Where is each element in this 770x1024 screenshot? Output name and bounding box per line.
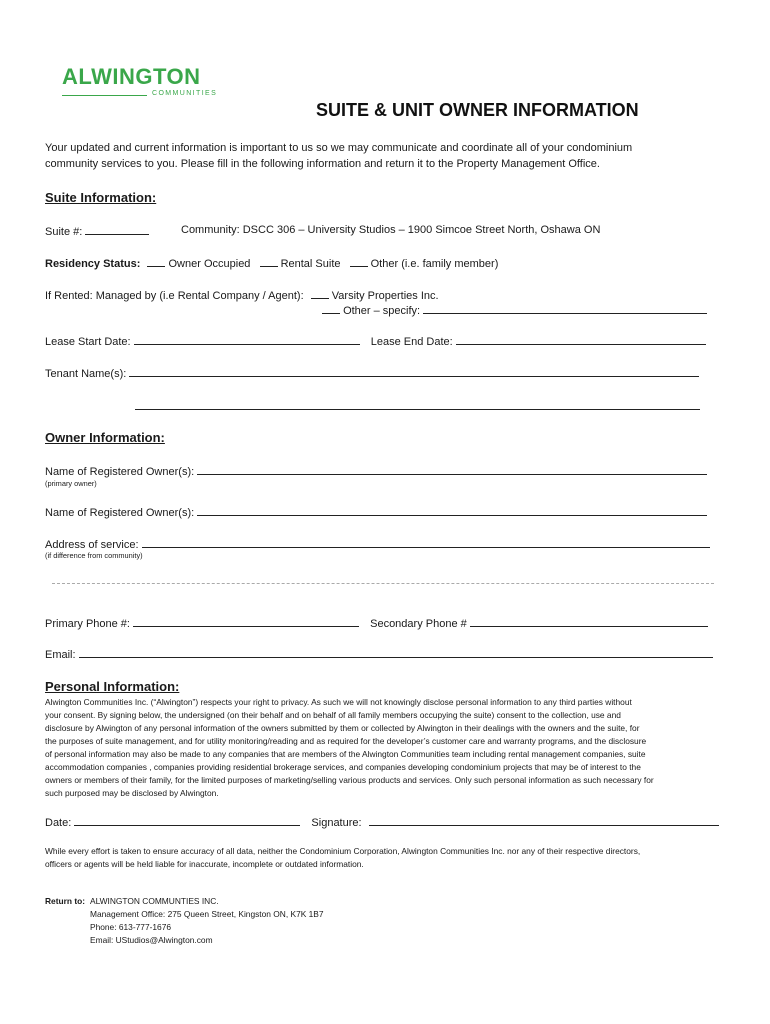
rental-suite-checkbox[interactable] [260, 256, 278, 267]
owner1-note: (primary owner) [45, 479, 97, 488]
logo-rule [62, 95, 147, 96]
date-field[interactable] [74, 815, 300, 826]
separator-line [52, 583, 714, 584]
privacy-line-4: the purposes of suite management, and for utility monitoring/reading and as required for the developer’s customer care and warranty programs, and the disclosure [45, 736, 647, 746]
managed-by-row [45, 288, 439, 302]
privacy-line-1: Alwington Communities Inc. (“Alwington”) respects your right to privacy. As such we will not knowingly disclose personal information to any third parties without [45, 697, 632, 707]
owner1-field[interactable] [197, 464, 707, 475]
owner-occupied-checkbox[interactable] [147, 256, 165, 267]
lease-start-label: Lease Start Date: [45, 336, 131, 348]
managed-by-label: If Rented: Managed by (i.e Rental Company / Agent): [45, 290, 304, 302]
managed-other-row [322, 303, 707, 317]
rental-suite-option: Rental Suite [280, 258, 341, 270]
secondary-phone-label: Secondary Phone # [370, 618, 467, 630]
address-label: Address of service: [45, 539, 139, 551]
owner-section-heading: Owner Information: [45, 430, 165, 445]
company-logo-wordmark: ALWINGTON [62, 64, 201, 89]
disclaimer-line-1: While every effort is taken to ensure accuracy of all data, neither the Condominium Corporation, Alwington Communities Inc. nor any of their respective directors, [45, 846, 641, 856]
return-to-email: Email: UStudios@Alwington.com [90, 935, 213, 945]
suite-number-field[interactable] [85, 224, 149, 235]
date-signature-row [45, 815, 719, 829]
varsity-checkbox[interactable] [311, 288, 329, 299]
managed-other-label: Other – specify: [343, 305, 421, 317]
tenant-names-label: Tenant Name(s): [45, 368, 127, 380]
email-field[interactable] [79, 647, 713, 658]
lease-end-label: Lease End Date: [370, 336, 453, 348]
privacy-line-7: owners or members of their family, for the limited purposes of marketing/selling various products and services. Only such personal information as such necessary for [45, 775, 654, 785]
secondary-phone-field[interactable] [470, 616, 708, 627]
lease-dates-row [45, 334, 706, 348]
privacy-line-8: such purposed may be disclosed by Alwington. [45, 788, 219, 798]
owner-occupied-option: Owner Occupied [168, 258, 251, 270]
managed-other-field[interactable] [423, 303, 707, 314]
address-row [45, 537, 710, 551]
varsity-option: Varsity Properties Inc. [331, 290, 439, 302]
owner2-field[interactable] [197, 505, 707, 516]
residency-status-label: Residency Status: [45, 258, 141, 270]
other-residency-option: Other (i.e. family member) [370, 258, 499, 270]
email-row [45, 647, 713, 661]
lease-start-field[interactable] [134, 334, 360, 345]
owner2-label: Name of Registered Owner(s): [45, 507, 195, 519]
managed-other-checkbox[interactable] [322, 303, 340, 314]
owner1-label: Name of Registered Owner(s): [45, 466, 195, 478]
privacy-line-6: accommodation companies , companies providing residential brokerage services, and companies developing condominium projects that may be of interest to the [45, 762, 641, 772]
signature-label: Signature: [311, 817, 362, 829]
tenant-names-field-1[interactable] [129, 366, 699, 377]
signature-field[interactable] [369, 815, 719, 826]
privacy-line-3: disclosure by Alwington of any personal information of the owners submitted by them or collected by Alwington in their dealings with the owners and the suite, for [45, 723, 640, 733]
return-to-phone: Phone: 613-777-1676 [90, 922, 172, 932]
company-logo-subtitle: COMMUNITIES [152, 90, 218, 97]
intro-line-1: Your updated and current information is important to us so we may communicate and coordinate all of your condominium [45, 142, 633, 154]
form-title: SUITE & UNIT OWNER INFORMATION [316, 100, 639, 120]
intro-line-2: community services to you. Please fill in the following information and return it to the Property Management Office. [45, 158, 600, 170]
lease-end-field[interactable] [456, 334, 706, 345]
return-to-label: Return to: [45, 896, 86, 906]
owner1-row [45, 464, 707, 478]
owner2-row [45, 505, 707, 519]
address-field[interactable] [142, 537, 710, 548]
tenant-names-field-2[interactable] [135, 399, 700, 410]
suite-number-row [45, 224, 149, 238]
disclaimer-line-2: officers or agents will be held liable for inaccurate, incomplete or outdated information. [45, 859, 364, 869]
primary-phone-field[interactable] [133, 616, 359, 627]
personal-section-heading: Personal Information: [45, 679, 180, 694]
email-label: Email: [45, 649, 76, 661]
privacy-line-5: of personal information may also be made to any companies that are members of the Alwington Communities team including rental management companies, suite [45, 749, 646, 759]
tenant-names-row [45, 366, 699, 380]
address-note: (if difference from community) [45, 551, 143, 560]
suite-number-label: Suite #: [45, 226, 83, 238]
suite-section-heading: Suite Information: [45, 190, 157, 205]
return-to-office: Management Office: 275 Queen Street, Kingston ON, K7K 1B7 [90, 909, 324, 919]
other-residency-checkbox[interactable] [350, 256, 368, 267]
primary-phone-label: Primary Phone #: [45, 618, 130, 630]
privacy-line-2: your consent. By signing below, the undersigned (on their behalf and on behalf of all family members occupying the suite) consent to the collection, use and [45, 710, 621, 720]
residency-status-row [45, 256, 498, 270]
date-label: Date: [45, 817, 72, 829]
return-to-company: ALWINGTON COMMUNTIES INC. [90, 896, 219, 906]
community-text: Community: DSCC 306 – University Studios – 1900 Simcoe Street North, Oshawa ON [181, 224, 601, 236]
phone-row [45, 616, 708, 630]
